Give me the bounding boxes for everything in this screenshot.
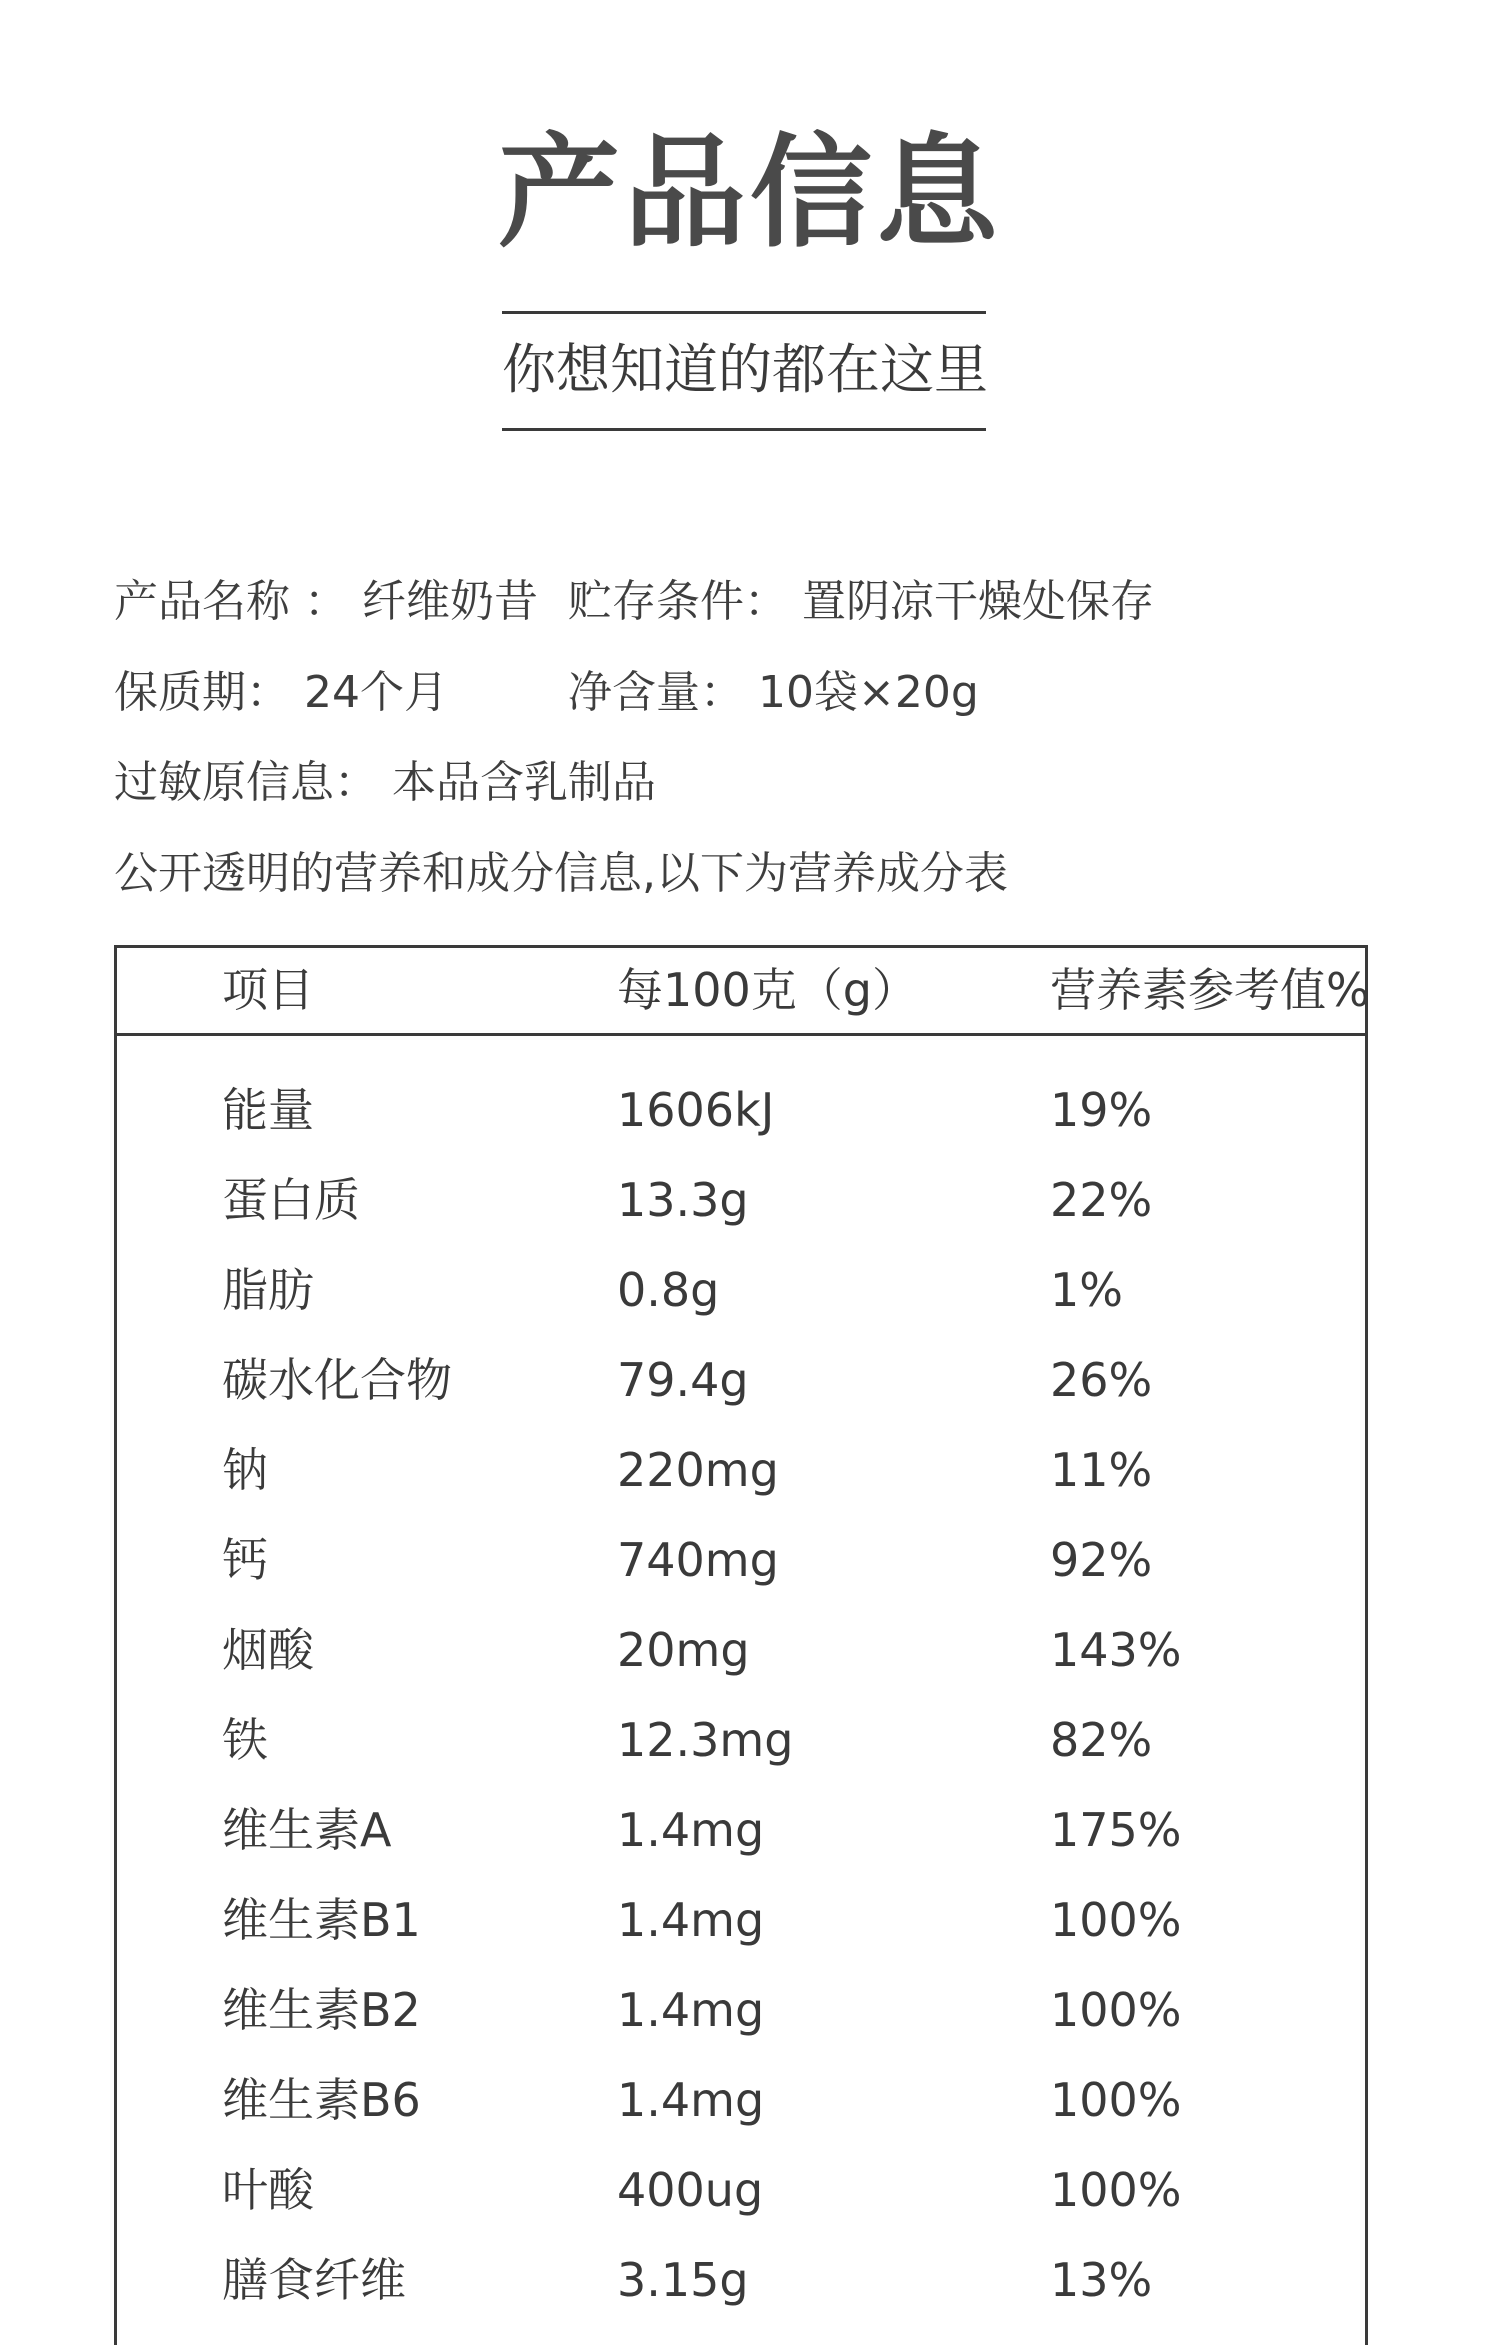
header-nrv: 营养素参考值% — [1050, 963, 1370, 1017]
row-item: 钙 — [222, 1533, 268, 1587]
row-nrv: 13% — [1050, 2253, 1153, 2307]
row-item: 脂肪 — [222, 1263, 314, 1317]
row-per-100g: 1.4mg — [617, 1803, 765, 1857]
allergen-info: 过敏原信息： 本品含乳制品 — [114, 757, 656, 808]
storage-conditions: 贮存条件： 置阴凉干燥处保存 — [568, 576, 1154, 627]
row-item: 维生素A — [222, 1803, 392, 1857]
row-item: 维生素B2 — [222, 1983, 421, 2037]
row-per-100g: 400ug — [617, 2163, 764, 2217]
net-content: 净含量： 10袋×20g — [568, 667, 979, 718]
product-name: 产品名称 ： 纤维奶昔 — [114, 576, 538, 627]
page-title: 产品信息 — [498, 122, 1002, 264]
row-nrv: 100% — [1050, 1983, 1182, 2037]
header-item: 项目 — [222, 963, 314, 1017]
row-per-100g: 1.4mg — [617, 1893, 765, 1947]
row-per-100g: 79.4g — [617, 1353, 749, 1407]
row-nrv: 92% — [1050, 1533, 1153, 1587]
nutrition-table — [114, 945, 1368, 2345]
header-per-100g: 每100克（g） — [617, 963, 918, 1017]
subtitle-frame — [502, 311, 986, 431]
row-item: 叶酸 — [222, 2163, 314, 2217]
row-nrv: 22% — [1050, 1173, 1153, 1227]
row-per-100g: 12.3mg — [617, 1713, 794, 1767]
row-per-100g: 1.4mg — [617, 1983, 765, 2037]
row-nrv: 82% — [1050, 1713, 1153, 1767]
nutrition-intro: 公开透明的营养和成分信息,以下为营养成分表 — [114, 848, 1008, 899]
row-nrv: 100% — [1050, 2073, 1182, 2127]
row-nrv: 11% — [1050, 1443, 1153, 1497]
row-nrv: 100% — [1050, 2163, 1182, 2217]
row-nrv: 1% — [1050, 1263, 1123, 1317]
row-item: 钠 — [222, 1443, 268, 1497]
row-item: 能量 — [222, 1083, 314, 1137]
table-header — [117, 948, 1370, 1036]
row-per-100g: 1.4mg — [617, 2073, 765, 2127]
row-item: 烟酸 — [222, 1623, 314, 1677]
row-per-100g: 20mg — [617, 1623, 750, 1677]
row-item: 维生素B1 — [222, 1893, 421, 1947]
row-item: 维生素B6 — [222, 2073, 421, 2127]
row-per-100g: 740mg — [617, 1533, 779, 1587]
page-subtitle: 你想知道的都在这里 — [502, 338, 988, 401]
row-item: 碳水化合物 — [222, 1353, 452, 1407]
row-nrv: 26% — [1050, 1353, 1153, 1407]
row-item: 蛋白质 — [222, 1173, 360, 1227]
row-per-100g: 3.15g — [617, 2253, 749, 2307]
row-nrv: 143% — [1050, 1623, 1182, 1677]
row-per-100g: 1606kJ — [617, 1083, 775, 1137]
row-per-100g: 13.3g — [617, 1173, 749, 1227]
row-per-100g: 220mg — [617, 1443, 779, 1497]
row-item: 铁 — [222, 1713, 268, 1767]
row-item: 膳食纤维 — [222, 2253, 406, 2307]
row-per-100g: 0.8g — [617, 1263, 720, 1317]
row-nrv: 19% — [1050, 1083, 1153, 1137]
shelf-life: 保质期： 24个月 — [114, 667, 448, 718]
row-nrv: 175% — [1050, 1803, 1182, 1857]
row-nrv: 100% — [1050, 1893, 1182, 1947]
